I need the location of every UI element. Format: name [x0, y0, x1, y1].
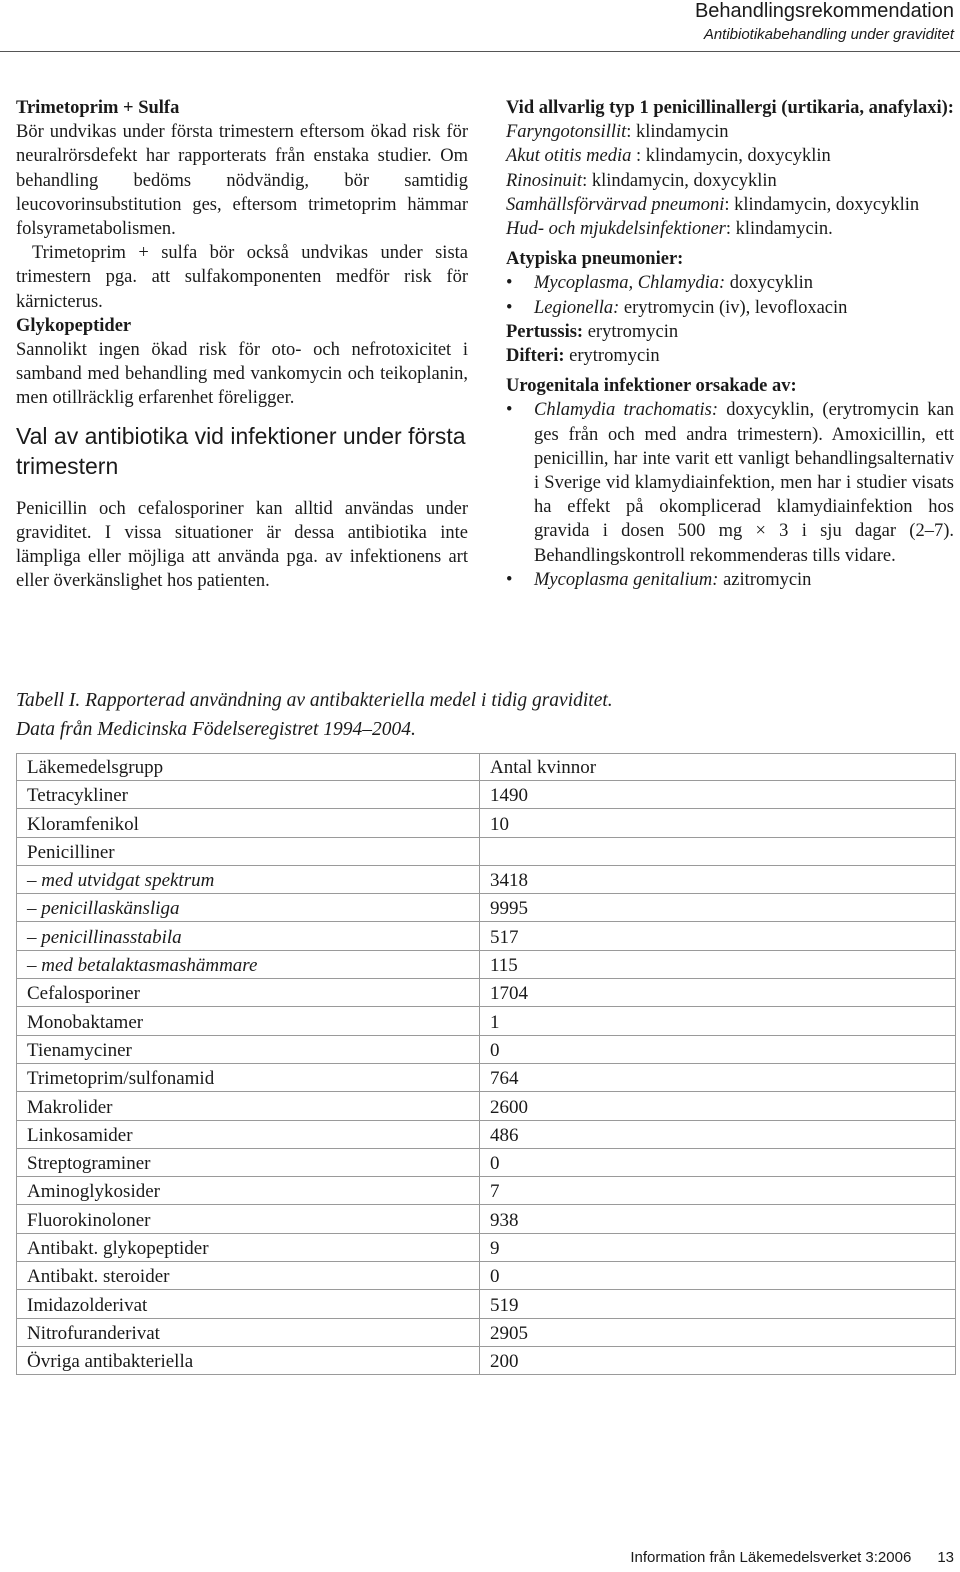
table-row [17, 1035, 956, 1063]
difteri-line [506, 344, 954, 368]
allergy-item-label: Samhällsförvärvad pneumoni [506, 194, 725, 215]
bullet-icon: • [506, 569, 513, 590]
pertussis-line [506, 320, 954, 344]
pertussis-text: erytromycin [583, 321, 679, 342]
count-cell: 486 [480, 1120, 956, 1148]
table-row [17, 1007, 956, 1035]
drug-group-cell: – penicillinasstabila [17, 922, 480, 950]
drug-group-cell: Antibakt. steroider [17, 1262, 480, 1290]
table-row [17, 1063, 956, 1091]
drug-group-cell: – penicillaskänsliga [17, 894, 480, 922]
table-row [17, 809, 956, 837]
table-row [17, 1262, 956, 1290]
urogenital-heading: Urogenitala infektioner orsakade av: [506, 376, 797, 397]
atypical-pneumonia-item-label: Mycoplasma, Chlamydia: [534, 273, 726, 294]
urogenital-list [506, 398, 954, 592]
allergy-item-text: : klindamycin, doxycyklin [631, 146, 831, 167]
difteri-text: erytromycin [564, 346, 660, 367]
atypical-pneumonia-list [506, 271, 954, 319]
allergy-list [506, 120, 954, 241]
drug-group-cell: Nitrofuranderivat [17, 1318, 480, 1346]
table-row [17, 781, 956, 809]
drug-group-cell: Antibakt. glykopeptider [17, 1233, 480, 1261]
left-column [16, 96, 468, 593]
page-number: 13 [937, 1549, 954, 1566]
table-caption-line-2: Data från Medicinska Födelseregistret 1994–2004. [16, 719, 416, 740]
pertussis-label: Pertussis: [506, 321, 584, 342]
drug-group-cell: Monobaktamer [17, 1007, 480, 1035]
urogenital-item-label: Mycoplasma genitalium: [534, 569, 719, 590]
drug-group-cell: Övriga antibakteriella [17, 1346, 480, 1374]
table-row [17, 1092, 956, 1120]
allergy-item-label: Hud- och mjukdelsinfektioner [506, 219, 726, 240]
allergy-item-text: : klindamycin [626, 122, 729, 143]
table-row [17, 1177, 956, 1205]
trimetoprim-sulfa-heading: Trimetoprim + Sulfa [16, 98, 180, 118]
count-cell: 7 [480, 1177, 956, 1205]
table-caption-line-1: Tabell I. Rapporterad användning av antibakteriella medel i tidig graviditet. [16, 690, 613, 711]
table-row [17, 865, 956, 893]
bullet-icon: • [506, 273, 513, 294]
count-cell: 1 [480, 1007, 956, 1035]
atypical-pneumonia-heading: Atypiska pneumonier: [506, 249, 684, 270]
table-row [17, 922, 956, 950]
antibacterial-usage-table [16, 753, 956, 1375]
table-row [17, 1233, 956, 1261]
count-cell: 2905 [480, 1318, 956, 1346]
urogenital-item-text: doxycyklin, (erytromycin kan ges från och med andra trimestern). Amoxicillin, ett penicillin, har inte varit ett vanligt behandlingsalternativ i Sverige vid klamydiainfektion, men har i studier visats ha effekt på okomplicerad klamydiainfektion hos gravida i dosen 500 mg × 3 i sju dagar (2–7). Behandlingskontroll rekommenderas tills vidare. [534, 400, 954, 566]
allergy-item-label: Faryngotonsillit [506, 122, 627, 143]
table-row [17, 950, 956, 978]
table-row [17, 1318, 956, 1346]
allergy-heading: Vid allvarlig typ 1 penicillinallergi (urtikaria, anafylaxi): [506, 98, 954, 118]
count-cell: 0 [480, 1035, 956, 1063]
count-cell: 0 [480, 1262, 956, 1290]
count-cell: 200 [480, 1346, 956, 1374]
table-row [17, 1346, 956, 1374]
running-header-subtitle: Antibiotikabehandling under graviditet [703, 26, 954, 43]
atypical-pneumonia-item-text: erytromycin (iv), levofloxacin [619, 297, 848, 318]
table-row [17, 979, 956, 1007]
drug-group-cell: Imidazolderivat [17, 1290, 480, 1318]
allergy-item-label: Rinosinuit [506, 170, 583, 191]
column-header-group: Läkemedelsgrupp [17, 754, 480, 781]
drug-group-cell: – med utvidgat spektrum [17, 865, 480, 893]
drug-group-cell: Aminoglykosider [17, 1177, 480, 1205]
glykopeptider-paragraph: Sannolikt ingen ökad risk för oto- och nefrotoxicitet i samband med behandling med vankomycin och teikoplanin, men otillräcklig erfarenhet föreligger. [16, 340, 468, 409]
table-header-row [17, 754, 956, 781]
allergy-item [506, 217, 954, 241]
trimetoprim-sulfa-paragraph-2: Trimetoprim + sulfa bör också undvikas under sista trimestern pga. att sulfakomponenten medför risk för kärnicterus. [16, 243, 468, 312]
count-cell: 9995 [480, 894, 956, 922]
difteri-label: Difteri: [506, 346, 565, 367]
table-row [17, 1205, 956, 1233]
table-caption [16, 686, 916, 744]
urogenital-item-text: azitromycin [718, 569, 812, 590]
allergy-item [506, 193, 954, 217]
drug-group-cell: Cefalosporiner [17, 979, 480, 1007]
bullet-icon: • [506, 297, 513, 318]
count-cell: 519 [480, 1290, 956, 1318]
drug-group-cell: Tetracykliner [17, 781, 480, 809]
count-cell: 1490 [480, 781, 956, 809]
count-cell: 115 [480, 950, 956, 978]
allergy-item-label: Akut otitis media [506, 146, 632, 167]
right-column [506, 96, 954, 592]
column-header-count: Antal kvinnor [480, 754, 956, 781]
count-cell: 938 [480, 1205, 956, 1233]
table-row [17, 894, 956, 922]
atypical-pneumonia-item-label: Legionella: [534, 297, 620, 318]
section-paragraph: Penicillin och cefalosporiner kan alltid användas under graviditet. I vissa situationer är dessa antibiotika inte lämpliga eller möjliga att använda pga. av infektionens art eller överkänslighet hos patienten. [16, 498, 468, 592]
drug-group-cell: Fluorokinoloner [17, 1205, 480, 1233]
drug-group-cell: Makrolider [17, 1092, 480, 1120]
table-row [17, 1120, 956, 1148]
count-cell: 517 [480, 922, 956, 950]
drug-group-cell: Trimetoprim/sulfonamid [17, 1063, 480, 1091]
table-row [17, 1148, 956, 1176]
count-cell: 764 [480, 1063, 956, 1091]
drug-group-cell: Kloramfenikol [17, 809, 480, 837]
urogenital-item [506, 398, 954, 567]
table-row [17, 837, 956, 865]
glykopeptider-heading: Glykopeptider [16, 315, 132, 336]
drug-group-cell: Penicilliner [17, 837, 480, 865]
section-heading: Val av antibiotika vid infektioner under första trimestern [16, 422, 466, 479]
count-cell: 9 [480, 1233, 956, 1261]
footer-source: Information från Läkemedelsverket 3:2006 [630, 1549, 912, 1566]
count-cell [480, 837, 956, 865]
count-cell: 3418 [480, 865, 956, 893]
page-footer [630, 1548, 954, 1568]
count-cell: 0 [480, 1148, 956, 1176]
count-cell: 1704 [480, 979, 956, 1007]
allergy-item-text: : klindamycin. [725, 219, 833, 240]
urogenital-item [506, 568, 954, 592]
trimetoprim-sulfa-paragraph-1: Bör undvikas under första trimestern eftersom ökad risk för neuralrörsdefekt har rapporterats från enstaka studier. Om behandling bedöms nödvändig, bör samtidig leucovorinsubstitution ges, eftersom trimetoprim hämmar folsyrametabolismen. [16, 122, 468, 240]
drug-group-cell: – med betalaktasmashämmare [17, 950, 480, 978]
running-header-title: Behandlingsrekommendation [694, 0, 954, 22]
allergy-item-text: : klindamycin, doxycyklin [582, 170, 777, 191]
drug-group-cell: Tienamyciner [17, 1035, 480, 1063]
atypical-pneumonia-item [506, 296, 954, 320]
bullet-icon: • [506, 400, 513, 421]
atypical-pneumonia-item-text: doxycyklin [725, 273, 814, 294]
table-row [17, 1290, 956, 1318]
allergy-item [506, 144, 954, 168]
count-cell: 2600 [480, 1092, 956, 1120]
atypical-pneumonia-item [506, 271, 954, 295]
allergy-item [506, 120, 954, 144]
allergy-item-text: : klindamycin, doxycyklin [724, 194, 920, 215]
count-cell: 10 [480, 809, 956, 837]
allergy-item [506, 169, 954, 193]
urogenital-item-label: Chlamydia trachomatis: [534, 400, 719, 421]
header-rule [0, 51, 960, 52]
drug-group-cell: Linkosamider [17, 1120, 480, 1148]
drug-group-cell: Streptograminer [17, 1148, 480, 1176]
